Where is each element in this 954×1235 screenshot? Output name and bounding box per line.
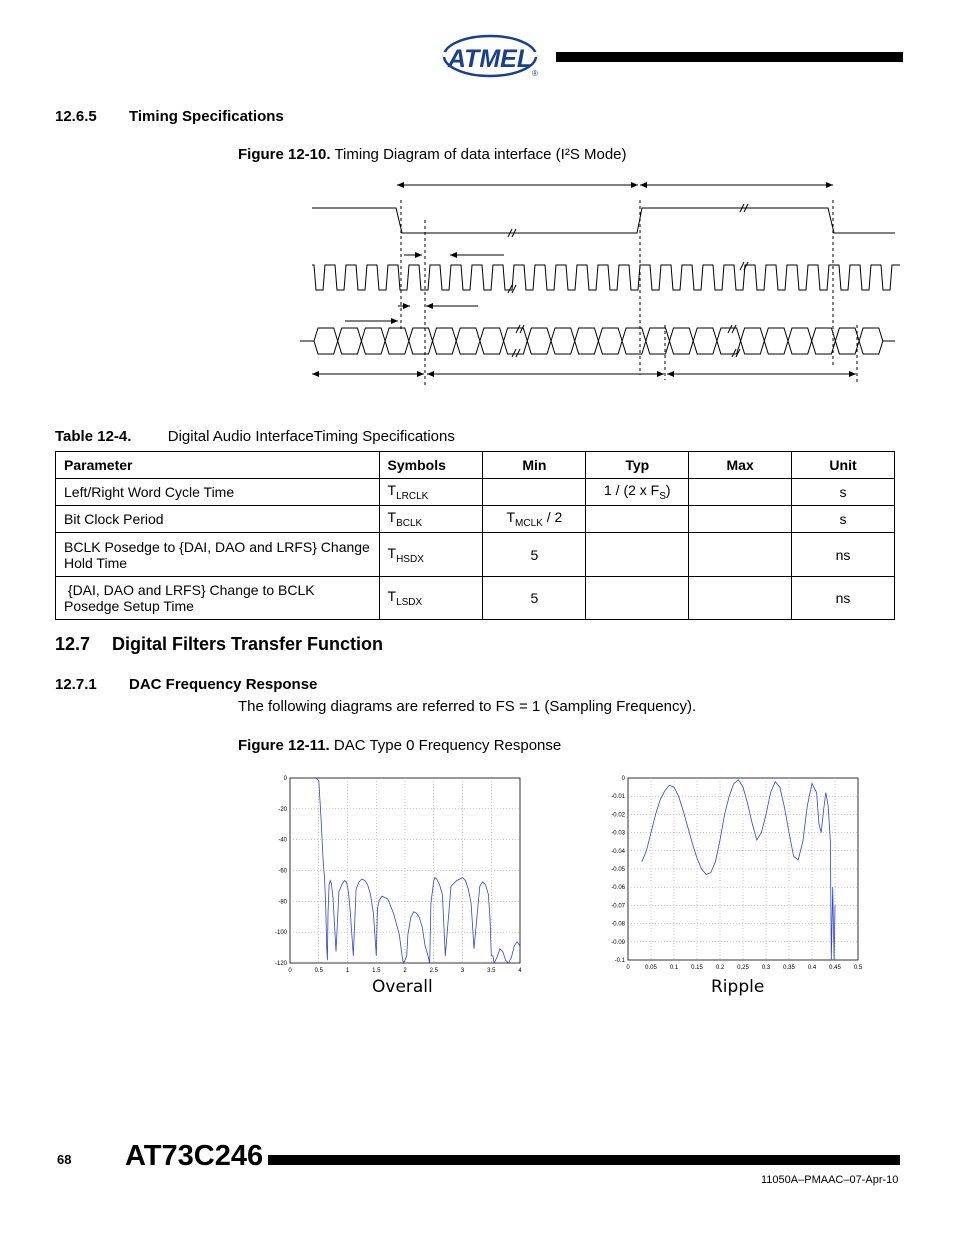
cell-symbol: $T_{BCLK}$ [379, 506, 483, 533]
y-tick-label: -20 [278, 806, 287, 813]
y-tick-label: -0.09 [611, 939, 625, 946]
cell-max [689, 506, 792, 533]
cell-max [689, 577, 792, 620]
section-number-127: 12.7 [55, 634, 91, 654]
lrclk-waveform [312, 208, 895, 233]
chip-name: AT73C246 [125, 1140, 264, 1172]
table-row [56, 533, 895, 577]
table-row [56, 506, 895, 533]
cell-parameter: Bit Clock Period [56, 506, 380, 533]
y-tick-label: -60 [278, 868, 287, 875]
y-tick-label: -0.03 [611, 830, 625, 837]
x-tick-label: 0.4 [807, 965, 817, 971]
ripple-label: Ripple [711, 977, 765, 997]
figure-1211-caption [238, 737, 561, 754]
page-number: 68 [57, 1152, 72, 1167]
cell-symbol: $T_{LRCLK}$ [379, 479, 483, 506]
x-tick-label: 3 [460, 968, 465, 974]
figure-label: Figure 12-10. [238, 146, 331, 163]
cell-symbol: $T_{HSDX}$ [379, 533, 483, 577]
x-tick-label: 2.5 [429, 968, 438, 974]
y-tick-label: -0.01 [611, 794, 625, 801]
x-tick-label: 0.1 [669, 965, 679, 971]
cell-typ: 1 / (2 x $F_S$) [586, 479, 689, 506]
figure-1210-caption [238, 146, 627, 163]
header-unit: Unit [792, 452, 895, 479]
svg-text:®: ® [532, 69, 538, 78]
cell-unit: s [792, 479, 895, 506]
cell-min [483, 479, 586, 506]
x-tick-label: 0 [626, 965, 630, 971]
cell-typ [586, 506, 689, 533]
x-tick-label: 0.35 [783, 965, 795, 971]
figure-caption-text: DAC Type 0 Frequency Response [333, 737, 562, 754]
x-tick-label: 0 [288, 968, 292, 974]
bclk-waveform [312, 265, 900, 290]
x-tick-label: 2 [403, 968, 407, 974]
timing-spec-table [55, 451, 895, 620]
ripple-chart [600, 770, 870, 975]
header-min: Min [483, 452, 586, 479]
svg-text:ATMEL: ATMEL [447, 45, 533, 73]
y-tick-label: -40 [278, 837, 287, 844]
cell-typ [586, 533, 689, 577]
y-tick-label: -0.06 [611, 885, 625, 892]
atmel-logo [440, 30, 540, 82]
cell-unit: s [792, 506, 895, 533]
overall-chart [270, 770, 530, 975]
section-number-1265: 12.6.5 [55, 108, 97, 125]
x-tick-label: 0.05 [645, 965, 657, 971]
intro-paragraph: The following diagrams are referred to FS = 1 (Sampling Frequency). [238, 698, 697, 715]
header-parameter: Parameter [56, 452, 380, 479]
header-typ: Typ [586, 452, 689, 479]
y-tick-label: -0.07 [611, 903, 625, 910]
cell-max [689, 479, 792, 506]
x-tick-label: 0.25 [737, 965, 749, 971]
x-tick-label: 0.2 [715, 965, 725, 971]
cell-parameter: Left/Right Word Cycle Time [56, 479, 380, 506]
x-tick-label: 0.3 [761, 965, 771, 971]
section-title-127: Digital Filters Transfer Function [112, 634, 384, 654]
cell-typ [586, 577, 689, 620]
x-tick-label: 1.5 [372, 968, 381, 974]
document-reference: 11050A–PMAAC–07-Apr-10 [761, 1174, 899, 1186]
figure-label: Figure 12-11. [238, 737, 330, 754]
y-tick-label: -0.02 [611, 812, 625, 819]
timing-diagram [300, 175, 900, 390]
table-124-caption [55, 428, 455, 445]
cell-unit: ns [792, 533, 895, 577]
footer-bar [268, 1155, 900, 1165]
header-max: Max [689, 452, 792, 479]
cell-max [689, 533, 792, 577]
x-tick-label: 3.5 [487, 968, 496, 974]
cell-symbol: $T_{LSDX}$ [379, 577, 483, 620]
data-waveform [300, 328, 895, 354]
cell-parameter: BCLK Posedge to {DAI, DAO and LRFS} Change Hold Time [56, 533, 380, 577]
x-tick-label: 0.15 [691, 965, 703, 971]
overall-label: Overall [372, 977, 433, 997]
table-label: Table 12-4. [55, 428, 132, 445]
table-header-row [56, 452, 895, 479]
cell-min: $T_{MCLK} / 2$ [483, 506, 586, 533]
x-tick-label: 0.45 [829, 965, 841, 971]
section-title-1271: DAC Frequency Response [129, 676, 318, 693]
y-tick-label: 0 [621, 776, 625, 782]
header-symbols: Symbols [379, 452, 483, 479]
cell-parameter: {DAI, DAO and LRFS} Change to BCLK Posedge Setup Time [56, 577, 380, 620]
figure-caption-text: Timing Diagram of data interface (I²S Mode) [334, 146, 627, 163]
y-tick-label: 0 [283, 776, 287, 782]
y-tick-label: -0.04 [611, 848, 625, 855]
header-bar [556, 52, 903, 62]
y-tick-label: -80 [278, 899, 287, 906]
y-tick-label: -100 [274, 930, 287, 937]
cell-min: 5 [483, 533, 586, 577]
x-tick-label: 0.5 [853, 965, 863, 971]
section-number-1271: 12.7.1 [55, 676, 97, 693]
y-tick-label: -120 [274, 961, 287, 967]
table-row [56, 577, 895, 620]
cell-unit: ns [792, 577, 895, 620]
cell-min: 5 [483, 577, 586, 620]
x-tick-label: 4 [518, 968, 522, 974]
y-tick-label: -0.1 [614, 958, 625, 964]
section-title-1265: Timing Specifications [129, 108, 284, 125]
y-tick-label: -0.08 [611, 921, 625, 928]
table-row [56, 479, 895, 506]
x-tick-label: 0.5 [314, 968, 323, 974]
y-tick-label: -0.05 [611, 867, 625, 873]
x-tick-label: 1 [345, 968, 350, 974]
table-caption-text: Digital Audio InterfaceTiming Specifications [167, 428, 455, 445]
